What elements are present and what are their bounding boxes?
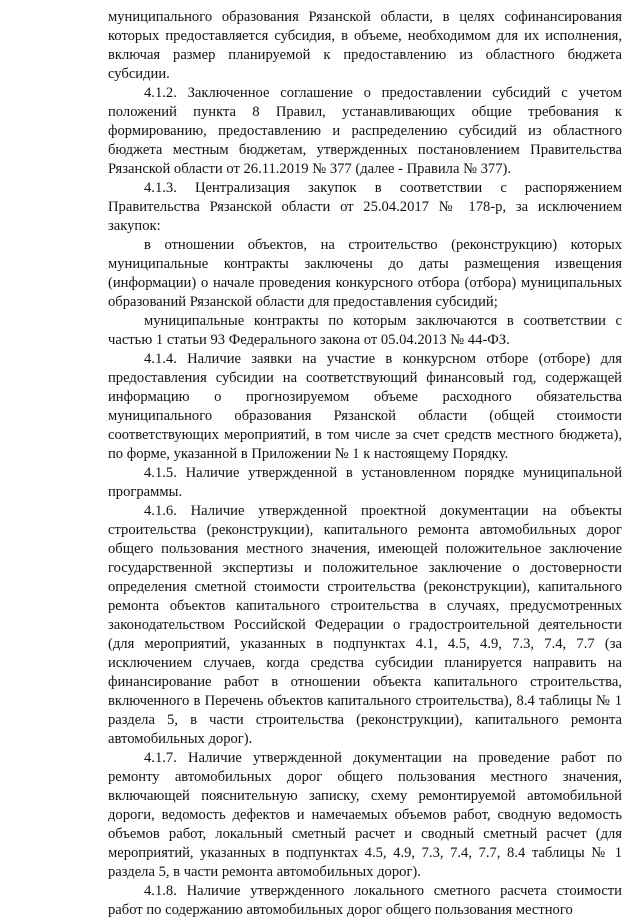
- paragraph-4-1-5: 4.1.5. Наличие утвержденной в установленном порядке муниципальной программы.: [108, 465, 622, 500]
- paragraph-4-1-3: 4.1.3. Централизация закупок в соответствии с распоряжением Правительства Рязанской области от 25.04.2017 № 178-р, за исключением закупок:: [108, 180, 622, 234]
- paragraph-4-1-4: 4.1.4. Наличие заявки на участие в конкурсном отборе (отборе) для предоставления субсидии на соответствующий финансовый год, содержащей информацию о прогнозируемом объеме расходного обязательства муниципального образования Рязанской области (общей стоимости соответствующих мероприятий, в том числе за счет средств местного бюджета), по форме, указанной в Приложении № 1 к настоящему Порядку.: [108, 351, 622, 462]
- paragraph-4-1-6: 4.1.6. Наличие утвержденной проектной документации на объекты строительства (реконструкции), капитального ремонта автомобильных дорог общего пользования местного значения, имеющей положительное заключение государственной экспертизы и положительное заключение о достоверности определения сметной стоимости строительства (реконструкции), капитального ремонта объектов капитального строительства в случаях, предусмотренных законодательством Российской Федерации о градостроительной деятельности (для мероприятий, указанных в подпунктах 4.1, 4.5, 4.9, 7.3, 7.4, 7.7 (за исключением случаев, когда средства субсидии планируется направить на финансирование работ в отношении объекта капитального строительства, включенного в Перечень объектов капитального строительства), 8.4 таблицы № 1 раздела 5, в части строительства (реконструкции), капитального ремонта автомобильных дорог).: [108, 503, 622, 747]
- paragraph-4-1-3-exception-2: муниципальные контракты по которым заключаются в соответствии с частью 1 статьи 93 Федерального закона от 05.04.2013 № 44-ФЗ.: [108, 313, 622, 348]
- paragraph-4-1-7: 4.1.7. Наличие утвержденной документации на проведение работ по ремонту автомобильных дорог общего пользования местного значения, включающей пояснительную записку, схему ремонтируемой автомобильной дороги, ведомость дефектов и намечаемых объемов работ, сводную ведомость объемов работ, локальный сметный расчет и сводный сметный расчет (для мероприятий, указанных в подпунктах 4.5, 4.9, 7.3, 7.4, 7.7, 8.4 таблицы № 1 раздела 5, в части ремонта автомобильных дорог).: [108, 750, 622, 880]
- paragraph-continuation: муниципального образования Рязанской области, в целях софинансирования которых предоставляется субсидия, в объеме, необходимом для их исполнения, включая размер планируемой к предоставлению из областного бюджета субсидии.: [108, 9, 622, 82]
- paragraph-4-1-8: 4.1.8. Наличие утвержденного локального сметного расчета стоимости работ по содержанию автомобильных дорог общего пользования местного: [108, 883, 622, 918]
- paragraph-4-1-2: 4.1.2. Заключенное соглашение о предоставлении субсидий с учетом положений пункта 8 Правил, устанавливающих общие требования к формированию, предоставлению и распределению субсидий из областного бюджета местным бюджетам, утвержденных постановлением Правительства Рязанской области от 26.11.2019 № 377 (далее - Правила № 377).: [108, 85, 622, 177]
- paragraph-4-1-3-exception-1: в отношении объектов, на строительство (реконструкцию) которых муниципальные контракты заключены до даты размещения извещения (информации) о начале проведения конкурсного отбора (отбора) муниципальных образований Рязанской области для предоставления субсидий;: [108, 237, 622, 310]
